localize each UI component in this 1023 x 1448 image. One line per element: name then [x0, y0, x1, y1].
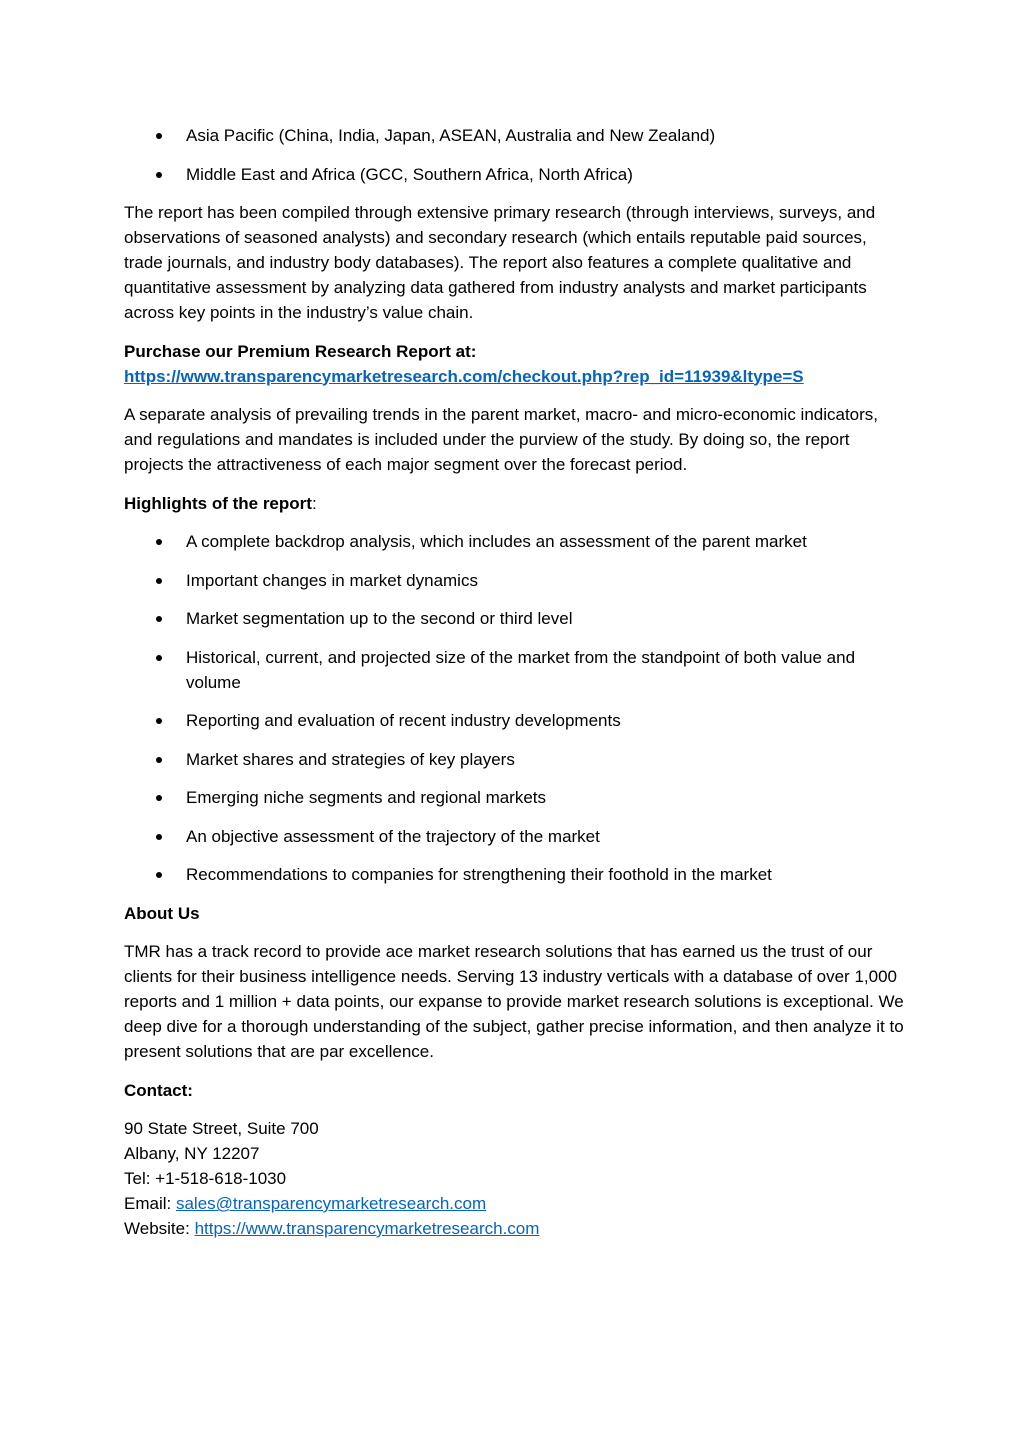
bullet-icon — [156, 834, 162, 840]
bullet-icon — [156, 539, 162, 545]
address-line-2: Albany, NY 12207 — [124, 1144, 260, 1163]
contact-heading: Contact: — [124, 1080, 193, 1100]
list-item — [124, 568, 904, 593]
list-item-text: Market shares and strategies of key players — [186, 749, 515, 769]
email-label: Email: — [124, 1194, 176, 1213]
highlights-heading-line — [124, 491, 904, 516]
email-line — [124, 1191, 904, 1216]
purchase-block — [124, 339, 904, 389]
list-item — [124, 785, 904, 810]
contact-block — [124, 1116, 904, 1241]
bullet-icon — [156, 872, 162, 878]
bullet-icon — [156, 616, 162, 622]
analysis-paragraph: A separate analysis of prevailing trends in the parent market, macro- and micro-economic indicators, and regulations and mandates is included under the purview of the study. By doing so, the report projects the attractiveness of each major segment over the forecast period. — [124, 405, 879, 474]
about-heading: About Us — [124, 903, 200, 923]
list-item-text: A complete backdrop analysis, which includes an assessment of the parent market — [186, 532, 807, 551]
bullet-icon — [156, 578, 162, 584]
address-line-1: 90 State Street, Suite 700 — [124, 1119, 319, 1138]
bullet-icon — [156, 757, 162, 763]
highlights-heading: Highlights of the report — [124, 493, 312, 513]
bullet-icon — [156, 655, 162, 661]
list-item — [124, 123, 904, 148]
about-paragraph: TMR has a track record to provide ace market research solutions that has earned us the trust of our clients for their business intelligence needs. Serving 13 industry verticals with a database of over 1,000 reports and 1 million + data points, our expanse to provide market research solutions is exceptional. We deep dive for a thorough understanding of the subject, gather precise information, and then analyze it to present solutions that are par excellence. — [124, 942, 904, 1061]
bullet-icon — [156, 718, 162, 724]
regions-list — [124, 123, 904, 187]
website-label: Website: — [124, 1219, 195, 1238]
list-item — [124, 606, 904, 631]
list-item-text: Reporting and evaluation of recent industry developments — [186, 711, 621, 730]
list-item-text: Emerging niche segments and regional markets — [186, 788, 547, 807]
list-item — [124, 645, 904, 695]
list-item-text: Historical, current, and projected size of the market from the standpoint of both value and volume — [186, 647, 856, 692]
list-item-text: Important changes in market dynamics — [186, 570, 478, 590]
list-item-text: Middle East and Africa (GCC, Southern Africa, North Africa) — [186, 164, 633, 184]
purchase-link[interactable]: https://www.transparencymarketresearch.com/checkout.php?rep_id=11939&ltype=S — [124, 366, 804, 386]
list-item — [124, 529, 904, 554]
tel-line: Tel: +1-518-618-1030 — [124, 1169, 287, 1188]
bullet-icon — [156, 172, 162, 178]
list-item — [124, 862, 904, 887]
highlights-colon: : — [311, 493, 317, 513]
website-link[interactable]: https://www.transparencymarketresearch.com — [194, 1219, 540, 1238]
intro-paragraph: The report has been compiled through extensive primary research (through interviews, surveys, and observations of seasoned analysts) and secondary research (which entails reputable paid sources, trade journals, and industry body databases). The report also features a complete qualitative and quantitative assessment by analyzing data gathered from industry analysts and market participants across key points in the industry’s value chain. — [124, 203, 876, 322]
email-link[interactable]: sales@transparencymarketresearch.com — [175, 1194, 487, 1213]
list-item — [124, 708, 904, 733]
list-item-text: Asia Pacific (China, India, Japan, ASEAN, Australia and New Zealand) — [186, 126, 716, 145]
list-item-text: Recommendations to companies for strengthening their foothold in the market — [186, 865, 772, 884]
highlights-list — [124, 529, 904, 887]
list-item — [124, 747, 904, 772]
list-item-text: An objective assessment of the trajectory of the market — [186, 826, 600, 846]
purchase-label: Purchase our Premium Research Report at: — [124, 341, 477, 361]
document-page — [124, 123, 904, 1241]
website-line — [124, 1216, 904, 1241]
list-item — [124, 824, 904, 849]
list-item — [124, 162, 904, 187]
list-item-text: Market segmentation up to the second or third level — [186, 609, 573, 628]
bullet-icon — [156, 133, 162, 139]
bullet-icon — [156, 795, 162, 801]
